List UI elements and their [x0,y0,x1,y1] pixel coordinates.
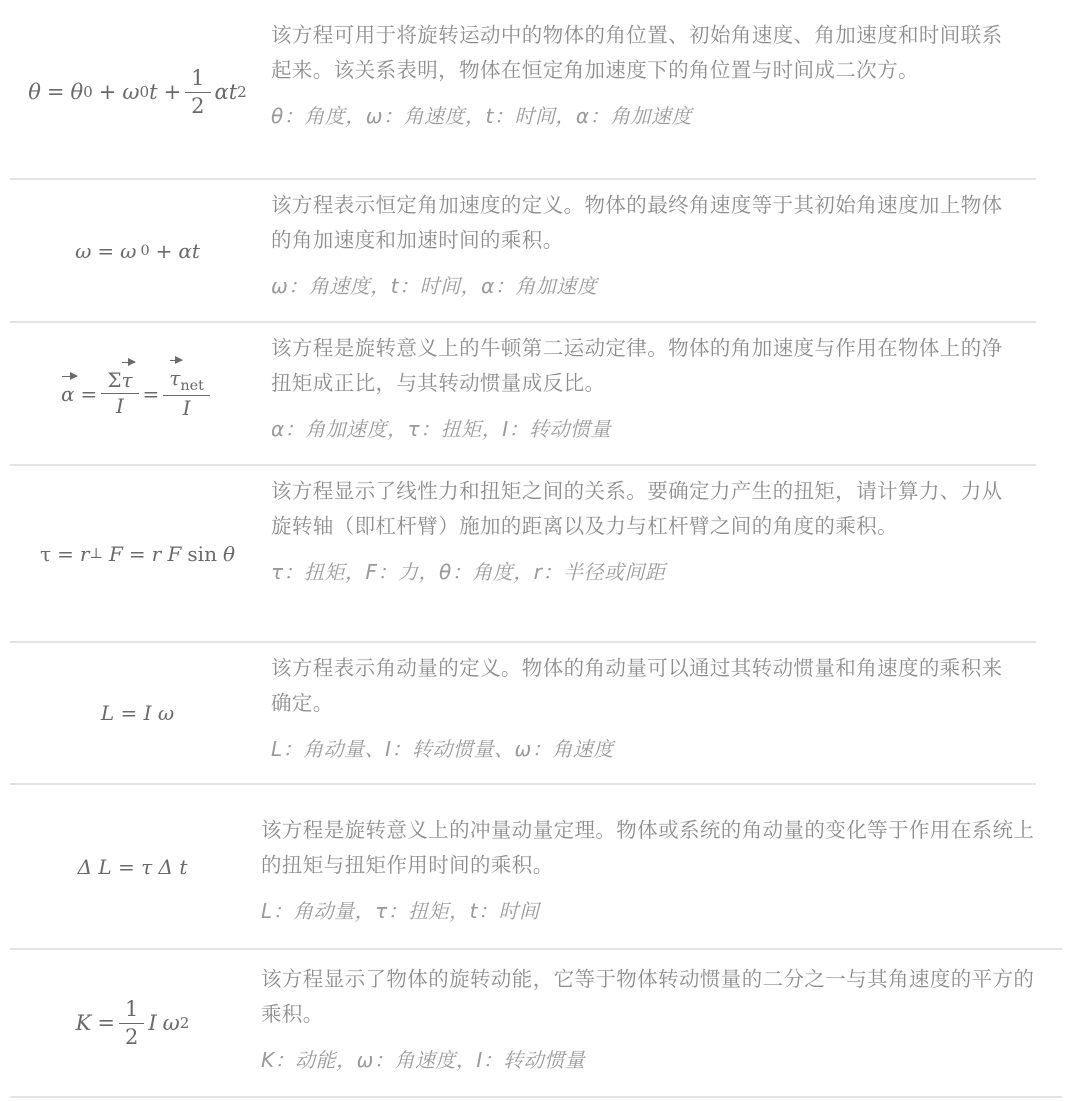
description-cell [255,785,1062,948]
equation-rotational-kinetic-energy: K = $\frac{1}{2}$ I ω 2 [75,997,190,1049]
fraction: $\frac{\Sigma\tau}{I}$ [101,368,138,419]
alpha-vector: α [61,381,75,406]
fraction: $\frac{\tau_{net}}{I}$ [163,366,210,421]
description-cell [265,180,1036,321]
table-row [10,323,1036,466]
description-text: 该方程表示角动量的定义。物体的角动量可以通过其转动惯量和角速度的乘积来确定。 [271,656,1003,715]
equation-angular-impulse: Δ L = τ Δ t [77,854,188,879]
table-row [10,950,1062,1098]
equation-newton-second-law-rotation: α = $\frac{\Sigma\tau}{I}$ = $\frac{\tau_{net}}{I}$ [10,323,265,464]
equation-angular-momentum: L = I ω [100,701,175,725]
description-text: 该方程显示了线性力和扭矩之间的关系。要确定力产生的扭矩，请计算力、力从旋转轴（即杠杆臂）施加的距离以及力与杠杆臂之间的角度的乘积。 [271,479,1003,538]
description-cell [265,323,1036,464]
description-text: 该方程显示了物体的旋转动能，它等于物体转动惯量的二分之一与其角速度的平方的乘积。 [261,967,1035,1026]
fraction: $\frac{1}{2}$ [185,65,210,119]
description-text: 该方程是旋转意义上的冲量动量定理。物体或系统的角动量的变化等于作用在系统上的扭矩与扭矩作用时间的乘积。 [261,818,1035,877]
variables-text: L：角动量、I：转动惯量、ω：角速度 [271,737,614,761]
description-cell [265,6,1036,178]
tau-net-vector: τ [169,366,181,390]
description-cell [265,643,1036,783]
equation-angular-velocity: ω = ω 0 + αt [75,238,200,263]
description-cell [255,950,1062,1096]
table-row [10,785,1062,950]
table-row [10,643,1036,785]
equation-angular-position: θ = θ 0 + ω 0 t + $\frac{1}{2}$ αt 2 [28,66,247,118]
tau-vector: τ [121,368,133,392]
variables-text: α：角加速度，τ：扭矩，I：转动惯量 [271,417,612,441]
variables-text: ω：角速度，t：时间，α：角加速度 [271,274,598,298]
table-row [10,466,1036,643]
description-text: 该方程表示恒定角加速度的定义。物体的最终角速度等于其初始角速度加上物体的角加速度和加速时间的乘积。 [271,193,1003,252]
table-row [10,6,1036,180]
description-text: 该方程是旋转意义上的牛顿第二运动定律。物体的角加速度与作用在物体上的净扭矩成正比，与其转动惯量成反比。 [271,336,1003,395]
variables-text: θ：角度，ω：角速度，t：时间，α：角加速度 [271,104,693,128]
description-text: 该方程可用于将旋转运动中的物体的角位置、初始角速度、角加速度和时间联系起来。该关系表明，物体在恒定角加速度下的角位置与时间成二次方。 [271,23,1003,82]
equation-torque: τ = r ⊥ F = r F sin θ [40,541,235,566]
description-cell [265,466,1036,641]
fraction: $\frac{1}{2}$ [119,996,144,1050]
variables-text: K：动能，ω：角速度，I：转动惯量 [261,1048,586,1072]
table-row [10,180,1036,323]
variables-text: τ：扭矩，F：力，θ：角度，r：半径或间距 [271,560,666,584]
variables-text: L：角动量，τ：扭矩，t：时间 [261,899,540,923]
